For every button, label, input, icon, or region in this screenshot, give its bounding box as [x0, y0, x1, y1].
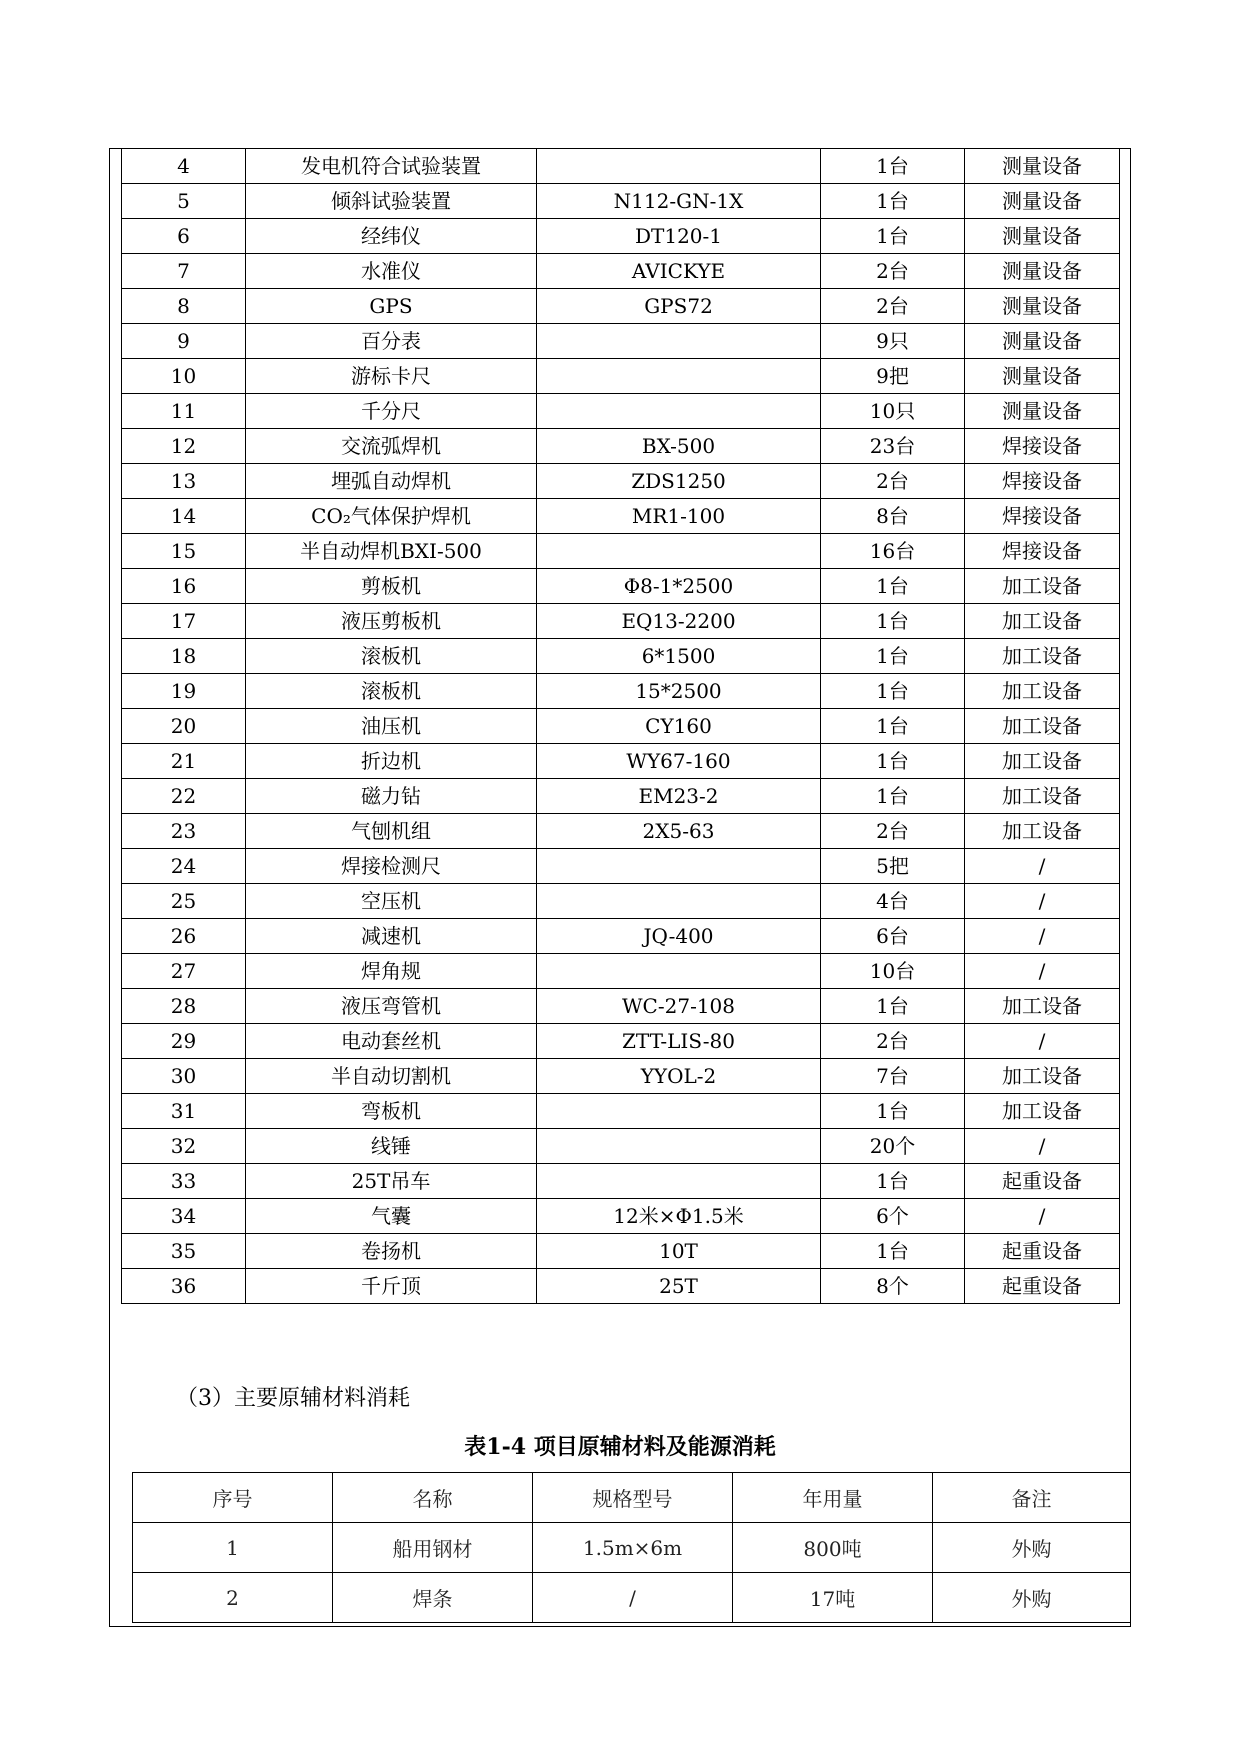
table-row	[122, 534, 1120, 569]
equipment-quantity: 7台	[821, 1059, 965, 1094]
table-cell: 1	[133, 1523, 333, 1573]
equipment-name: 水准仪	[246, 254, 537, 289]
equipment-quantity: 2台	[821, 289, 965, 324]
equipment-table	[121, 148, 1120, 1304]
table-row	[122, 779, 1120, 814]
row-number: 10	[122, 359, 246, 394]
equipment-category: 测量设备	[965, 289, 1120, 324]
table-row	[122, 744, 1120, 779]
equipment-quantity: 2台	[821, 254, 965, 289]
equipment-category: 加工设备	[965, 989, 1120, 1024]
equipment-model	[537, 954, 821, 989]
row-number: 9	[122, 324, 246, 359]
equipment-quantity: 2台	[821, 814, 965, 849]
equipment-quantity: 6个	[821, 1199, 965, 1234]
table-row	[122, 709, 1120, 744]
equipment-model	[537, 1129, 821, 1164]
equipment-name: 焊角规	[246, 954, 537, 989]
row-number: 24	[122, 849, 246, 884]
equipment-quantity: 1台	[821, 1094, 965, 1129]
equipment-quantity: 1台	[821, 219, 965, 254]
table-cell: 船用钢材	[333, 1523, 533, 1573]
equipment-model	[537, 324, 821, 359]
equipment-model	[537, 1094, 821, 1129]
equipment-name: 埋弧自动焊机	[246, 464, 537, 499]
equipment-model: N112-GN-1X	[537, 184, 821, 219]
equipment-model: GPS72	[537, 289, 821, 324]
equipment-model: 15*2500	[537, 674, 821, 709]
table-cell: 焊条	[333, 1573, 533, 1623]
equipment-name: 气囊	[246, 1199, 537, 1234]
table-row	[122, 849, 1120, 884]
table-row	[122, 1094, 1120, 1129]
equipment-model	[537, 394, 821, 429]
row-number: 7	[122, 254, 246, 289]
equipment-name: 千斤顶	[246, 1269, 537, 1304]
equipment-category: 焊接设备	[965, 464, 1120, 499]
equipment-model	[537, 534, 821, 569]
equipment-category: 测量设备	[965, 184, 1120, 219]
equipment-category: 加工设备	[965, 1094, 1120, 1129]
equipment-model: EM23-2	[537, 779, 821, 814]
equipment-name: 半自动焊机BXI-500	[246, 534, 537, 569]
column-header: 序号	[133, 1473, 333, 1523]
row-number: 16	[122, 569, 246, 604]
equipment-model: DT120-1	[537, 219, 821, 254]
equipment-name: 液压剪板机	[246, 604, 537, 639]
materials-table-body	[133, 1473, 1131, 1623]
row-number: 33	[122, 1164, 246, 1199]
equipment-name: 游标卡尺	[246, 359, 537, 394]
table-row	[133, 1523, 1131, 1573]
equipment-name: 弯板机	[246, 1094, 537, 1129]
row-number: 5	[122, 184, 246, 219]
equipment-model	[537, 359, 821, 394]
table-row	[122, 289, 1120, 324]
equipment-quantity: 2台	[821, 1024, 965, 1059]
equipment-category: /	[965, 849, 1120, 884]
table-row	[122, 359, 1120, 394]
row-number: 26	[122, 919, 246, 954]
equipment-quantity: 1台	[821, 674, 965, 709]
equipment-model: AVICKYE	[537, 254, 821, 289]
table-row	[122, 814, 1120, 849]
equipment-name: 滚板机	[246, 639, 537, 674]
equipment-name: 百分表	[246, 324, 537, 359]
equipment-category: 加工设备	[965, 779, 1120, 814]
equipment-name: 倾斜试验装置	[246, 184, 537, 219]
equipment-quantity: 10只	[821, 394, 965, 429]
table-row	[122, 1024, 1120, 1059]
table-row	[122, 1269, 1120, 1304]
equipment-name: 发电机符合试验装置	[246, 149, 537, 184]
table-cell: 2	[133, 1573, 333, 1623]
row-number: 19	[122, 674, 246, 709]
table-row	[122, 569, 1120, 604]
table-row	[122, 884, 1120, 919]
table-row	[122, 1234, 1120, 1269]
table-row	[122, 184, 1120, 219]
equipment-model: YYOL-2	[537, 1059, 821, 1094]
equipment-quantity: 23台	[821, 429, 965, 464]
equipment-model: 25T	[537, 1269, 821, 1304]
equipment-table-body	[122, 149, 1120, 1304]
equipment-quantity: 1台	[821, 569, 965, 604]
equipment-name: CO₂气体保护焊机	[246, 499, 537, 534]
table-caption: 表1-4 项目原辅材料及能源消耗	[464, 1434, 776, 1460]
equipment-category: 加工设备	[965, 569, 1120, 604]
equipment-name: GPS	[246, 289, 537, 324]
equipment-model	[537, 149, 821, 184]
equipment-category: /	[965, 954, 1120, 989]
table-row	[122, 604, 1120, 639]
equipment-category: 加工设备	[965, 709, 1120, 744]
equipment-category: 加工设备	[965, 639, 1120, 674]
column-header: 年用量	[733, 1473, 933, 1523]
row-number: 23	[122, 814, 246, 849]
equipment-model: BX-500	[537, 429, 821, 464]
equipment-quantity: 9把	[821, 359, 965, 394]
equipment-quantity: 1台	[821, 149, 965, 184]
column-header: 规格型号	[533, 1473, 733, 1523]
equipment-name: 卷扬机	[246, 1234, 537, 1269]
equipment-quantity: 1台	[821, 604, 965, 639]
equipment-model: WC-27-108	[537, 989, 821, 1024]
equipment-category: /	[965, 1024, 1120, 1059]
table-row	[122, 954, 1120, 989]
column-header: 备注	[933, 1473, 1131, 1523]
row-number: 30	[122, 1059, 246, 1094]
table-row	[122, 499, 1120, 534]
table-row	[133, 1573, 1131, 1623]
equipment-quantity: 1台	[821, 639, 965, 674]
equipment-name: 焊接检测尺	[246, 849, 537, 884]
equipment-category: 加工设备	[965, 744, 1120, 779]
row-number: 32	[122, 1129, 246, 1164]
equipment-model: CY160	[537, 709, 821, 744]
row-number: 29	[122, 1024, 246, 1059]
table-cell: 800吨	[733, 1523, 933, 1573]
equipment-category: 加工设备	[965, 604, 1120, 639]
equipment-model: WY67-160	[537, 744, 821, 779]
row-number: 27	[122, 954, 246, 989]
equipment-quantity: 20个	[821, 1129, 965, 1164]
table-row	[122, 394, 1120, 429]
equipment-model	[537, 1164, 821, 1199]
equipment-name: 线锤	[246, 1129, 537, 1164]
equipment-quantity: 10台	[821, 954, 965, 989]
row-number: 15	[122, 534, 246, 569]
equipment-category: /	[965, 919, 1120, 954]
equipment-name: 磁力钻	[246, 779, 537, 814]
equipment-model: Φ8-1*2500	[537, 569, 821, 604]
equipment-name: 交流弧焊机	[246, 429, 537, 464]
table-header-row	[133, 1473, 1131, 1523]
row-number: 35	[122, 1234, 246, 1269]
equipment-model: JQ-400	[537, 919, 821, 954]
equipment-quantity: 8个	[821, 1269, 965, 1304]
equipment-category: 加工设备	[965, 814, 1120, 849]
equipment-model: 2X5-63	[537, 814, 821, 849]
equipment-category: 起重设备	[965, 1164, 1120, 1199]
equipment-category: 测量设备	[965, 359, 1120, 394]
row-number: 11	[122, 394, 246, 429]
equipment-category: 测量设备	[965, 149, 1120, 184]
table-row	[122, 639, 1120, 674]
equipment-name: 剪板机	[246, 569, 537, 604]
table-row	[122, 1199, 1120, 1234]
equipment-quantity: 9只	[821, 324, 965, 359]
equipment-quantity: 2台	[821, 464, 965, 499]
equipment-category: 加工设备	[965, 674, 1120, 709]
row-number: 14	[122, 499, 246, 534]
equipment-category: /	[965, 1129, 1120, 1164]
row-number: 36	[122, 1269, 246, 1304]
table-row	[122, 1059, 1120, 1094]
equipment-name: 减速机	[246, 919, 537, 954]
equipment-quantity: 8台	[821, 499, 965, 534]
equipment-category: 测量设备	[965, 254, 1120, 289]
table-row	[122, 674, 1120, 709]
row-number: 28	[122, 989, 246, 1024]
equipment-category: 焊接设备	[965, 534, 1120, 569]
equipment-quantity: 1台	[821, 779, 965, 814]
table-cell: 外购	[933, 1573, 1131, 1623]
equipment-name: 气刨机组	[246, 814, 537, 849]
equipment-name: 滚板机	[246, 674, 537, 709]
equipment-model: 10T	[537, 1234, 821, 1269]
equipment-name: 折边机	[246, 744, 537, 779]
equipment-model: EQ13-2200	[537, 604, 821, 639]
equipment-quantity: 1台	[821, 1164, 965, 1199]
equipment-name: 半自动切割机	[246, 1059, 537, 1094]
row-number: 12	[122, 429, 246, 464]
row-number: 4	[122, 149, 246, 184]
row-number: 8	[122, 289, 246, 324]
table-row	[122, 219, 1120, 254]
table-row	[122, 429, 1120, 464]
equipment-model: 6*1500	[537, 639, 821, 674]
equipment-model: ZTT-LIS-80	[537, 1024, 821, 1059]
table-row	[122, 149, 1120, 184]
row-number: 31	[122, 1094, 246, 1129]
table-cell: 17吨	[733, 1573, 933, 1623]
table-row	[122, 254, 1120, 289]
column-header: 名称	[333, 1473, 533, 1523]
equipment-quantity: 1台	[821, 184, 965, 219]
equipment-model: 12米×Φ1.5米	[537, 1199, 821, 1234]
row-number: 20	[122, 709, 246, 744]
equipment-category: 测量设备	[965, 219, 1120, 254]
equipment-name: 液压弯管机	[246, 989, 537, 1024]
equipment-category: 起重设备	[965, 1234, 1120, 1269]
equipment-category: /	[965, 1199, 1120, 1234]
row-number: 6	[122, 219, 246, 254]
equipment-name: 油压机	[246, 709, 537, 744]
equipment-quantity: 16台	[821, 534, 965, 569]
table-cell: /	[533, 1573, 733, 1623]
equipment-category: 测量设备	[965, 324, 1120, 359]
equipment-category: 焊接设备	[965, 429, 1120, 464]
equipment-model: MR1-100	[537, 499, 821, 534]
equipment-model	[537, 849, 821, 884]
table-row	[122, 464, 1120, 499]
equipment-name: 经纬仪	[246, 219, 537, 254]
equipment-category: 加工设备	[965, 1059, 1120, 1094]
table-row	[122, 1164, 1120, 1199]
equipment-name: 电动套丝机	[246, 1024, 537, 1059]
table-cell: 1.5m×6m	[533, 1523, 733, 1573]
equipment-quantity: 1台	[821, 709, 965, 744]
equipment-quantity: 5把	[821, 849, 965, 884]
table-row	[122, 1129, 1120, 1164]
equipment-quantity: 1台	[821, 1234, 965, 1269]
table-row	[122, 989, 1120, 1024]
row-number: 17	[122, 604, 246, 639]
section-heading: （3）主要原辅材料消耗	[176, 1386, 410, 1411]
equipment-category: 测量设备	[965, 394, 1120, 429]
row-number: 18	[122, 639, 246, 674]
equipment-quantity: 6台	[821, 919, 965, 954]
equipment-model	[537, 884, 821, 919]
row-number: 34	[122, 1199, 246, 1234]
row-number: 25	[122, 884, 246, 919]
table-row	[122, 919, 1120, 954]
equipment-name: 25T吊车	[246, 1164, 537, 1199]
equipment-category: 起重设备	[965, 1269, 1120, 1304]
table-cell: 外购	[933, 1523, 1131, 1573]
equipment-model: ZDS1250	[537, 464, 821, 499]
equipment-name: 千分尺	[246, 394, 537, 429]
equipment-category: 焊接设备	[965, 499, 1120, 534]
row-number: 22	[122, 779, 246, 814]
table-row	[122, 324, 1120, 359]
equipment-quantity: 4台	[821, 884, 965, 919]
equipment-category: /	[965, 884, 1120, 919]
equipment-quantity: 1台	[821, 744, 965, 779]
row-number: 21	[122, 744, 246, 779]
equipment-name: 空压机	[246, 884, 537, 919]
row-number: 13	[122, 464, 246, 499]
equipment-quantity: 1台	[821, 989, 965, 1024]
materials-table	[132, 1472, 1131, 1623]
